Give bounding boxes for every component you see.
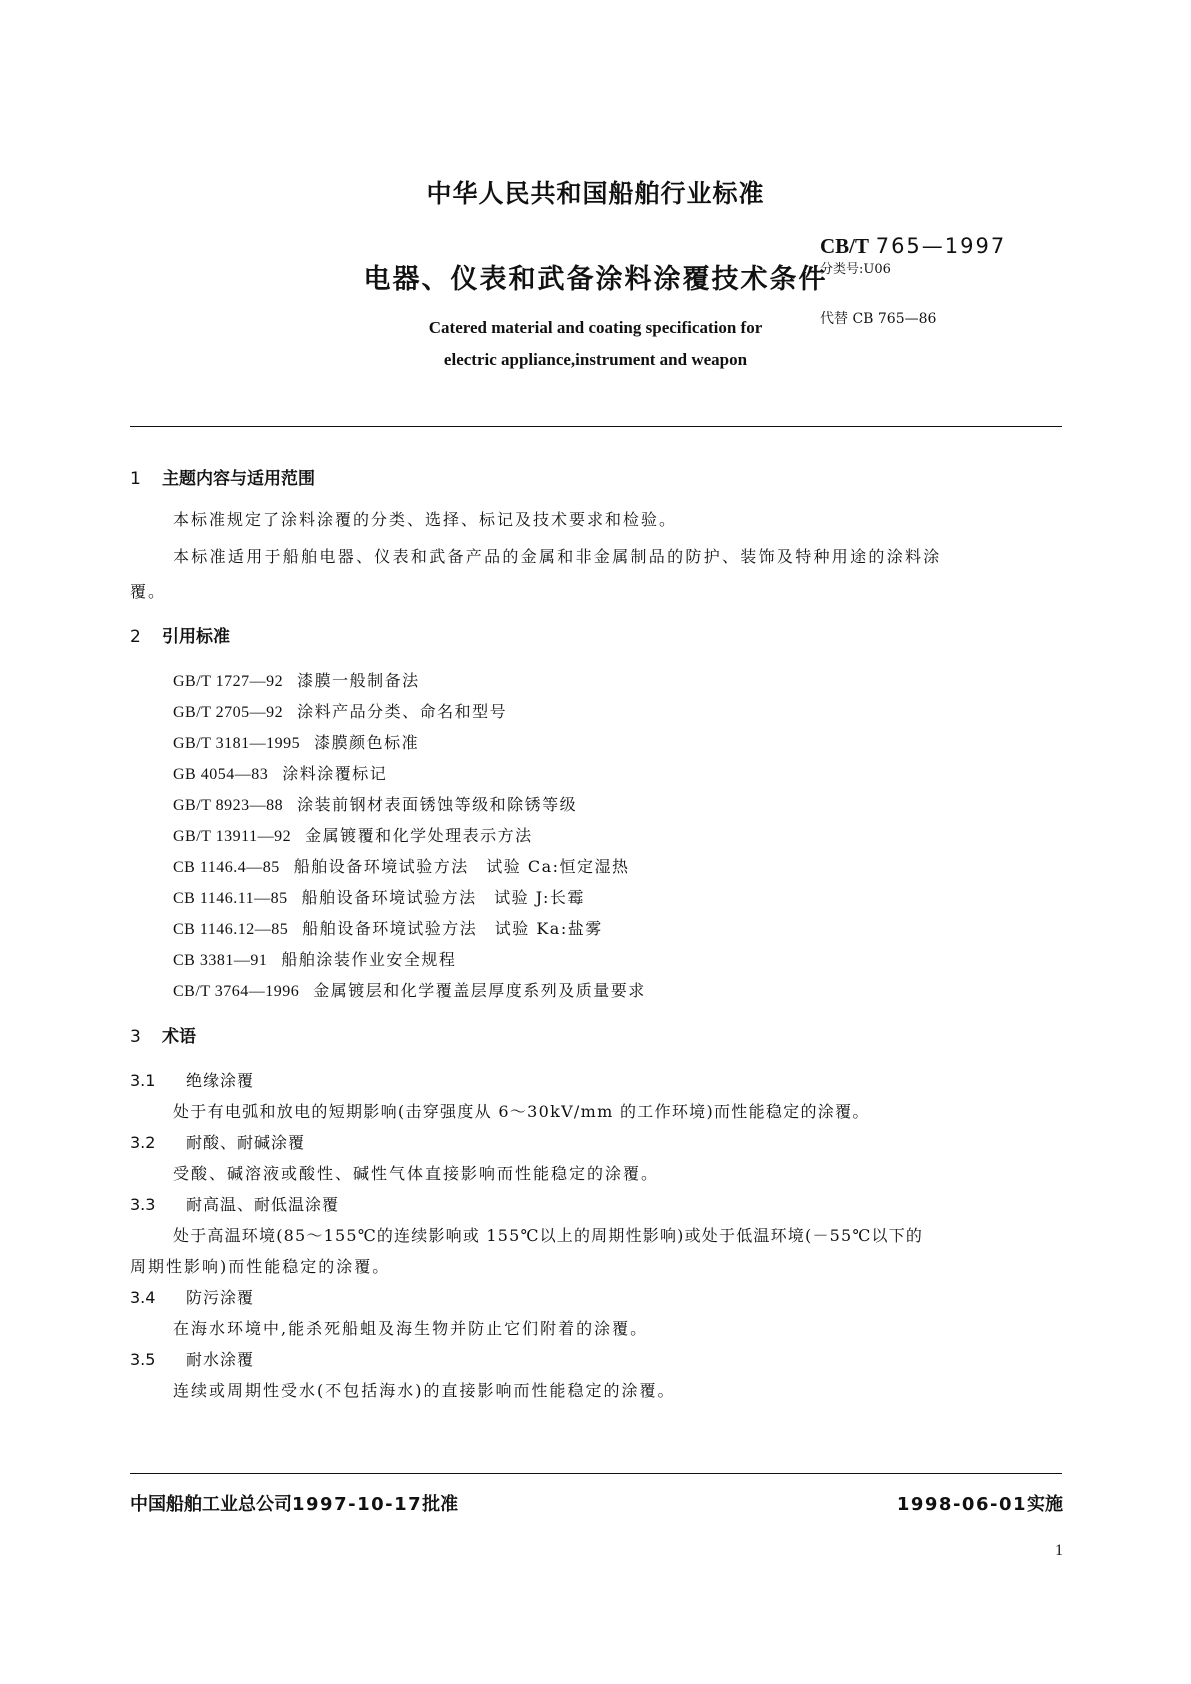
- term-3-4-definition: 在海水环境中,能杀死船蛆及海生物并防止它们附着的涂覆。: [173, 1319, 649, 1338]
- approve-date: 1997-10-17: [292, 1494, 423, 1515]
- header-divider: [130, 426, 1062, 427]
- section-2-title: 引用标准: [162, 627, 230, 647]
- section-1-para-2-line-2: 覆。: [130, 582, 167, 601]
- reference-code: CB 3381—91: [173, 952, 268, 969]
- term-title: 耐酸、耐碱涂覆: [186, 1133, 306, 1152]
- reference-title: 涂料产品分类、命名和型号: [297, 702, 508, 721]
- standard-code: [820, 234, 1006, 259]
- section-3-number: 3: [130, 1027, 141, 1047]
- term-number: 3.1: [130, 1071, 156, 1090]
- reference-code: GB 4054—83: [173, 766, 269, 783]
- reference-code: GB/T 3181—1995: [173, 735, 301, 752]
- reference-code: GB/T 8923—88: [173, 797, 284, 814]
- section-2-number: 2: [130, 627, 141, 647]
- term-3-1-definition: 处于有电弧和放电的短期影响(击穿强度从 6～30kV/mm 的工作环境)而性能稳定的涂覆。: [173, 1102, 870, 1121]
- term-title: 耐高温、耐低温涂覆: [186, 1195, 340, 1214]
- reference-title: 船舶设备环境试验方法 试验 J:长霉: [301, 888, 585, 907]
- page-number: 1: [1055, 1542, 1063, 1559]
- term-title: 防污涂覆: [186, 1288, 255, 1307]
- reference-item: [173, 916, 603, 939]
- reference-item: [173, 668, 420, 691]
- reference-item: [173, 699, 507, 722]
- term-3-5-definition: 连续或周期性受水(不包括海水)的直接影响而性能稳定的涂覆。: [173, 1381, 676, 1400]
- reference-title: 船舶涂装作业安全规程: [281, 950, 457, 969]
- term-3-5-heading: [130, 1347, 254, 1370]
- effective-line: [897, 1490, 1063, 1516]
- issuer: 中国船舶工业总公司: [130, 1494, 292, 1515]
- section-3-heading: [130, 1022, 196, 1047]
- english-title-line2: electric appliance,instrument and weapon: [443, 350, 748, 369]
- reference-code: GB/T 1727—92: [173, 673, 284, 690]
- term-number: 3.5: [130, 1350, 156, 1369]
- reference-title: 涂装前钢材表面锈蚀等级和除锈等级: [297, 795, 578, 814]
- org-title: 中华人民共和国船舶行业标准: [426, 179, 765, 208]
- reference-title: 金属镀覆和化学处理表示方法: [305, 826, 533, 845]
- term-title: 耐水涂覆: [186, 1350, 255, 1369]
- reference-item: [173, 885, 585, 908]
- reference-item: [173, 730, 419, 753]
- reference-title: 漆膜颜色标准: [314, 733, 420, 752]
- reference-item: [173, 823, 533, 846]
- section-1-number: 1: [130, 469, 141, 489]
- reference-code: CB 1146.11—85: [173, 890, 288, 907]
- term-title: 绝缘涂覆: [186, 1071, 255, 1090]
- reference-item: [173, 947, 456, 970]
- classification-number: 分类号:U06: [820, 262, 891, 277]
- effective-label: 实施: [1027, 1494, 1063, 1515]
- reference-code: CB 1146.4—85: [173, 859, 280, 876]
- term-number: 3.2: [130, 1133, 156, 1152]
- reference-code: GB/T 13911—92: [173, 828, 292, 845]
- term-3-3-definition-line-1: 处于高温环境(85～155℃的连续影响或 155℃以上的周期性影响)或处于低温环境(－55℃以下的: [173, 1226, 924, 1245]
- reference-item: [173, 792, 577, 815]
- reference-item: [173, 761, 387, 784]
- reference-item: [173, 854, 630, 877]
- section-1-heading: [130, 464, 315, 489]
- term-3-3-definition-line-2: 周期性影响)而性能稳定的涂覆。: [130, 1257, 391, 1276]
- term-3-4-heading: [130, 1285, 254, 1308]
- footer-divider: [130, 1473, 1062, 1474]
- term-number: 3.4: [130, 1288, 156, 1307]
- standard-code-prefix: CB/T: [820, 234, 870, 258]
- effective-date: 1998-06-01: [896, 1494, 1027, 1515]
- replaces-standard: 代替 CB 765—86: [820, 311, 937, 327]
- reference-item: [173, 978, 646, 1001]
- reference-title: 漆膜一般制备法: [297, 671, 420, 690]
- term-number: 3.3: [130, 1195, 156, 1214]
- reference-title: 船舶设备环境试验方法 试验 Ka:盐雾: [302, 919, 603, 938]
- standard-code-number: 765—1997: [875, 234, 1007, 258]
- reference-title: 涂料涂覆标记: [282, 764, 388, 783]
- reference-code: CB 1146.12—85: [173, 921, 289, 938]
- section-2-heading: [130, 622, 230, 647]
- section-1-title: 主题内容与适用范围: [162, 469, 315, 489]
- section-1-para-2-line-1: 本标准适用于船舶电器、仪表和武备产品的金属和非金属制品的防护、装饰及特种用途的涂料涂: [173, 547, 942, 566]
- document-title: 电器、仪表和武备涂料涂覆技术条件: [363, 264, 828, 295]
- term-3-3-heading: [130, 1192, 339, 1215]
- reference-title: 船舶设备环境试验方法 试验 Ca:恒定湿热: [293, 857, 630, 876]
- section-1-para-1: 本标准规定了涂料涂覆的分类、选择、标记及技术要求和检验。: [173, 510, 678, 529]
- reference-code: CB/T 3764—1996: [173, 983, 300, 1000]
- approval-line: [130, 1490, 458, 1516]
- term-3-1-heading: [130, 1068, 254, 1091]
- english-title-line1: Catered material and coating specification for: [428, 318, 763, 337]
- term-3-2-heading: [130, 1130, 305, 1153]
- approve-label: 批准: [422, 1494, 459, 1515]
- section-3-title: 术语: [162, 1027, 196, 1047]
- reference-title: 金属镀层和化学覆盖层厚度系列及质量要求: [313, 981, 646, 1000]
- term-3-2-definition: 受酸、碱溶液或酸性、碱性气体直接影响而性能稳定的涂覆。: [173, 1164, 660, 1183]
- reference-code: GB/T 2705—92: [173, 704, 284, 721]
